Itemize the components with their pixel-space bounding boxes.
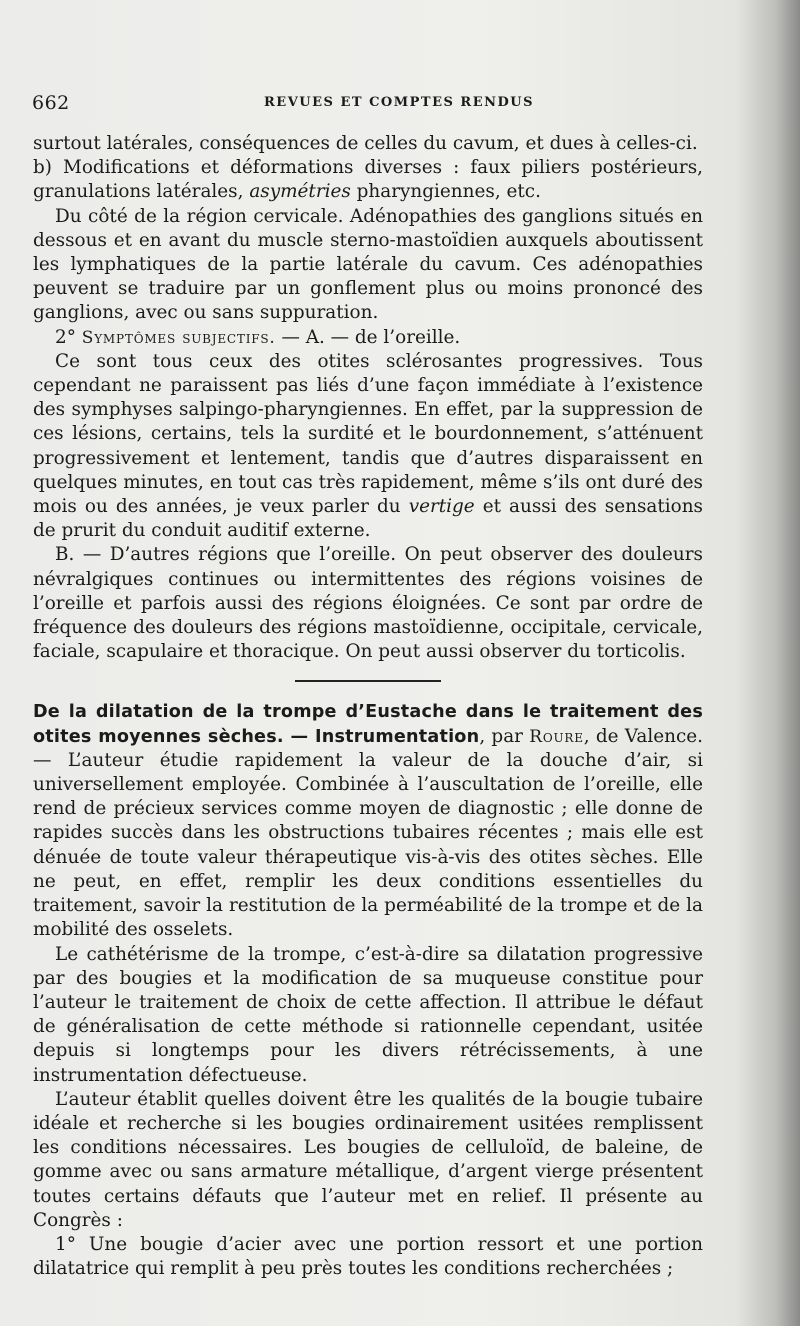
section-heading	[33, 326, 703, 350]
text-span: pharyngiennes, etc.	[350, 181, 541, 203]
italic-term: vertige	[408, 496, 475, 518]
paragraph	[33, 205, 703, 326]
article-title-paragraph	[33, 700, 703, 942]
paragraph	[33, 132, 703, 156]
page-header	[32, 92, 702, 116]
text-span: — A. — de l’oreille.	[275, 326, 461, 348]
text-span: b) Modifications et déformations diverses : faux piliers postérieurs, granulations latérales,	[33, 157, 703, 203]
title-dash: —	[283, 726, 316, 747]
section-divider	[295, 680, 441, 682]
text-span: B. — D’autres régions que l’oreille. On peut observer des douleurs névralgiques continues ou intermittentes des régions voisines de l’oreille et parfois aussi des régions éloignées. Ce sont par ordre de fréquence des douleurs des régions mastoïdienne, occipitale, cervicale, faciale, scapulaire et thoracique. On peut aussi observer du torticolis.	[33, 544, 703, 663]
running-head: REVUES ET COMPTES RENDUS	[264, 95, 534, 110]
text-span: surtout latérales, conséquences de celles du cavum, et dues à celles-ci.	[33, 133, 698, 154]
paragraph	[33, 1233, 703, 1281]
paragraph	[33, 543, 703, 664]
text-span: Ce sont tous ceux des otites sclérosantes progressives. Tous cependant ne paraissent pas liés d’une façon immédiate à l’existence des symphyses salpingo-pharyngiennes. En effet, par la suppression de ces lésions, certains, tels la surdité et le bourdonnement, s’atténuent progressivement et lentement, tandis que d’autres disparaissent en quelques minutes, en tout cas très rapidement, même s’ils ont duré des mois ou des années, je veux parler du	[33, 350, 703, 518]
italic-term: asymétries	[249, 181, 351, 203]
text-span: L’auteur établit quelles doivent être les qualités de la bougie tubaire idéale et recherche si les bougies ordinairement usitées remplissent les conditions nécessaires. Les bougies de celluloïd, de baleine, de gomme avec ou sans armature métallique, d’argent vierge présentent toutes certains défauts que l’auteur met en relief. Il présente au Congrès :	[33, 1088, 703, 1231]
page-number: 662	[32, 92, 70, 114]
text-span: , de Valence. — L’auteur étudie rapidement la valeur de la douche d’air, si universellement employée. Combinée à l’auscultation de l’oreille, elle rend de précieux services comme moyen de diagnostic ; elle donne de rapides succès dans les obstructions tubaires récentes ; mais elle est dénuée de toute valeur thérapeutique vis-à-vis des otites sèches. Elle ne peut, en effet, remplir les deux conditions essentielles du traitement, savoir la restitution de la perméabilité de la trompe et de la mobilité des osselets.	[33, 725, 703, 941]
section-title: Symptômes subjectifs.	[81, 327, 276, 348]
text-span: , par	[479, 725, 530, 747]
article-subtitle: Instrumentation	[315, 726, 480, 747]
section-number: 2°	[55, 326, 76, 348]
text-span: Le cathétérisme de la trompe, c’est-à-dire sa dilatation progressive par des bougies et la modification de sa muqueuse constitue pour l’auteur le traitement de choix de cette affection. Il attribue le défaut de généralisation de cette méthode si rationnelle cependant, usitée depuis si longtemps pour les divers rétrécissements, à une instrumentation défectueuse.	[33, 943, 703, 1086]
article-title: De la dilatation de la trompe d’Eustache dans le traitement des otites moyennes sèches.	[33, 702, 703, 747]
text-span: Du côté de la région cervicale. Adénopathies des ganglions situés en dessous et en avant du muscle sterno-mastoïdien auxquels aboutissent les lymphatiques de la partie latérale du cavum. Ces adénopathies peuvent se traduire par un gonflement plus ou moins prononcé des ganglions, avec ou sans suppuration.	[33, 205, 703, 324]
paragraph	[33, 943, 703, 1088]
text-span: et aussi des sensations de prurit du conduit auditif externe.	[33, 496, 703, 542]
article-review	[33, 700, 703, 1281]
paragraph	[33, 156, 703, 204]
paragraph	[33, 1088, 703, 1233]
body-text	[33, 132, 703, 1281]
author-name: Roure	[529, 726, 584, 747]
text-span: 1° Une bougie d’acier avec une portion ressort et une portion dilatatrice qui remplit à peu près toutes les conditions recherchées ;	[33, 1233, 703, 1280]
paragraph	[33, 350, 703, 544]
